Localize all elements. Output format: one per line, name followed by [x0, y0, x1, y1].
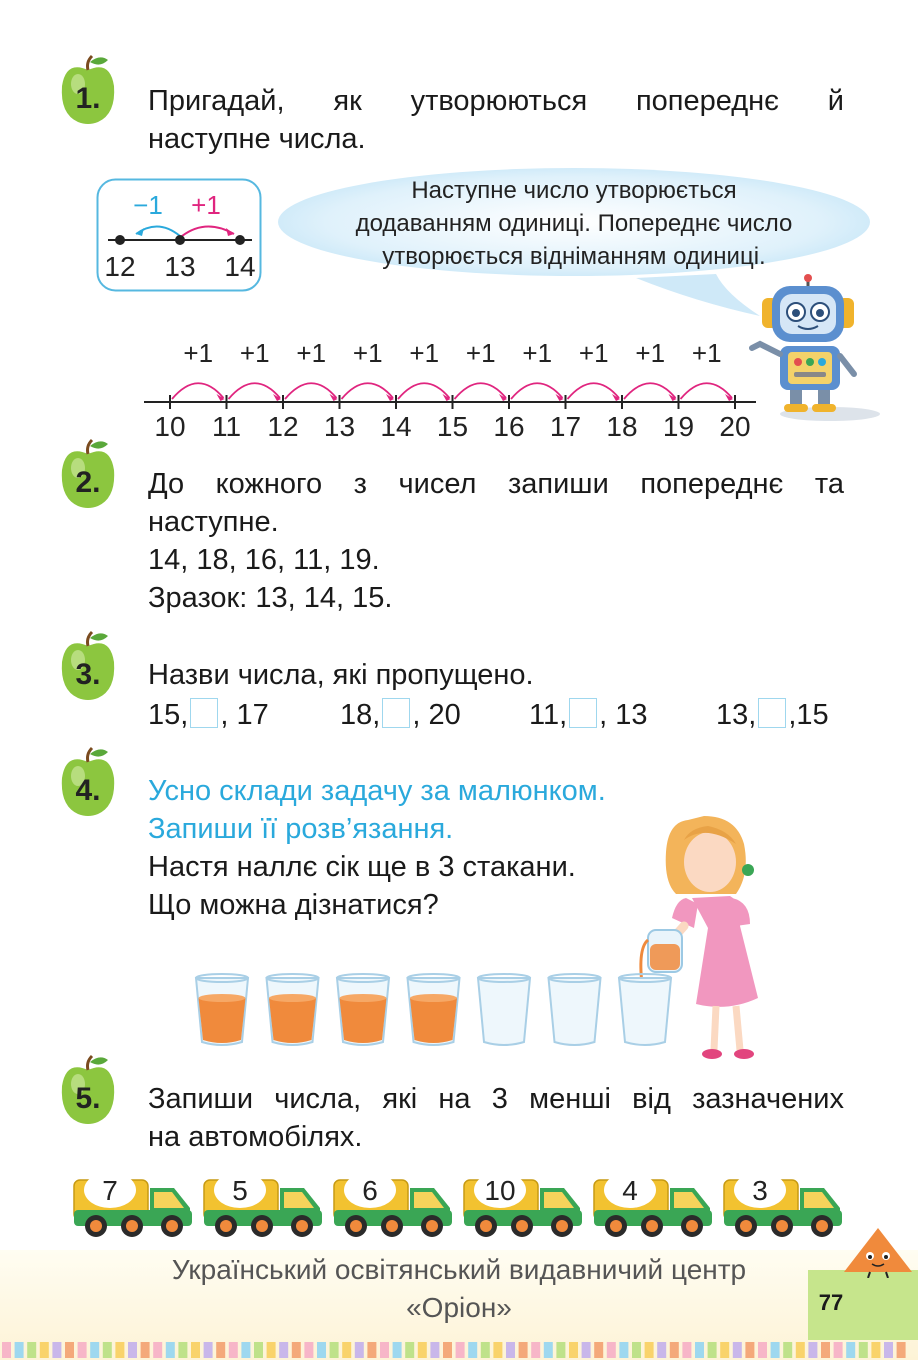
- truck-icon: [594, 1172, 712, 1237]
- task-3-sequences: [148, 696, 848, 734]
- sequence-4-end: ,15: [788, 699, 829, 731]
- task-2-line-3: 14, 18, 16, 11, 19.: [148, 544, 380, 576]
- number-label-10: 10: [154, 411, 186, 442]
- step-arrow-3: [285, 383, 337, 399]
- sequence-3-start: 11,: [529, 699, 568, 731]
- mini-label-0: 12: [104, 251, 136, 282]
- full-glass-icon: [337, 974, 389, 1045]
- empty-glass-icon: [478, 974, 530, 1045]
- truck-icon: [724, 1172, 842, 1237]
- step-label-5: +1: [409, 338, 440, 368]
- task-2-text: [148, 465, 844, 617]
- mini-number-line-card: [96, 178, 262, 292]
- truck-icon: [464, 1172, 582, 1237]
- sequence-1-start: 15,: [148, 699, 189, 731]
- sequence-1: [148, 696, 269, 734]
- number-label-16: 16: [493, 411, 525, 442]
- publisher-name-line-2: «Оріон»: [406, 1292, 512, 1323]
- step-label-8: +1: [578, 338, 609, 368]
- task-5-number: 5.: [75, 1082, 101, 1115]
- sequence-4-start: 13,: [716, 699, 757, 731]
- number-label-14: 14: [380, 411, 412, 442]
- step-arrow-6: [455, 383, 507, 399]
- publisher-name-line-1: Український освітянський видавничий центр: [171, 1254, 747, 1285]
- number-line-svg: [140, 336, 760, 446]
- step-label-3: +1: [296, 338, 327, 368]
- bubble-line-2: додаванням одиниці. Попереднє число: [355, 210, 793, 237]
- task-1-line-2: наступне числа.: [148, 123, 366, 155]
- full-glass-icon: [408, 974, 460, 1045]
- task-3-apple-icon: [56, 630, 120, 702]
- task-2-line-4: Зразок: 13, 14, 15.: [148, 582, 393, 614]
- step-arrow-10: [681, 383, 733, 399]
- step-arrow-4: [342, 383, 394, 399]
- task-2-line-1: До кожного з чисел запиши попереднє та: [148, 468, 844, 500]
- number-label-11: 11: [211, 411, 242, 442]
- task-3-line-1: Назви числа, які пропущено.: [148, 659, 534, 691]
- number-label-19: 19: [662, 411, 695, 442]
- task-4-line-1: Усно склади задачу за малюнком.: [148, 775, 606, 807]
- full-glass-icon: [267, 974, 319, 1045]
- step-label-1: +1: [183, 338, 214, 368]
- task-2-apple-icon: [56, 438, 120, 510]
- page-number: 77: [808, 1276, 854, 1330]
- robot-icon: [746, 274, 886, 424]
- mini-label-2: 14: [224, 251, 256, 282]
- task-4-line-2: Запиши її розв’язання.: [148, 813, 454, 845]
- task-1-text: [148, 82, 844, 158]
- sequence-2: [340, 696, 461, 734]
- missing-number-box-4[interactable]: [758, 698, 786, 728]
- truck-number-5: 4: [622, 1175, 638, 1206]
- mini-minus-label: −1: [133, 190, 163, 220]
- task-4-apple-icon: [56, 746, 120, 818]
- task-5-line-1: Запиши числа, які на 3 менші від зазначених: [148, 1083, 844, 1115]
- step-label-2: +1: [239, 338, 270, 368]
- step-label-9: +1: [635, 338, 666, 368]
- missing-number-box-3[interactable]: [569, 698, 597, 728]
- truck-number-4: 10: [484, 1175, 516, 1206]
- sequence-2-end: , 20: [412, 699, 461, 731]
- task-2-line-2: наступне.: [148, 506, 279, 538]
- step-arrow-8: [568, 383, 620, 399]
- number-label-18: 18: [606, 411, 638, 442]
- sequence-1-end: , 17: [220, 699, 269, 731]
- step-arrow-7: [511, 383, 563, 399]
- task-4-text: [148, 772, 668, 924]
- truck-number-3: 6: [362, 1175, 378, 1206]
- bubble-line-3: утворюється відніманням одиниці.: [382, 243, 766, 270]
- step-arrow-5: [398, 383, 450, 399]
- number-label-17: 17: [549, 411, 582, 442]
- task-1-line-1: Пригадай, як утворюються попереднє й: [148, 85, 844, 117]
- step-label-4: +1: [352, 338, 383, 368]
- task-3-number: 3.: [75, 658, 101, 691]
- step-arrow-9: [624, 383, 676, 399]
- glasses-row: [192, 972, 692, 1050]
- task-3-text: [148, 656, 844, 694]
- sequence-2-start: 18,: [340, 699, 381, 731]
- number-line-10-20: [140, 336, 760, 446]
- truck-icon: [334, 1172, 452, 1237]
- number-label-12: 12: [267, 411, 299, 442]
- trucks-row: [70, 1170, 850, 1242]
- step-label-6: +1: [465, 338, 496, 368]
- truck-number-1: 7: [102, 1175, 118, 1206]
- sequence-3: [529, 696, 648, 734]
- robot-illustration: [746, 274, 886, 424]
- bubble-line-1: Наступне число утворюється: [411, 177, 737, 204]
- missing-number-box-1[interactable]: [190, 698, 218, 728]
- number-label-20: 20: [719, 411, 751, 442]
- task-2-number: 2.: [75, 466, 101, 499]
- mini-label-1: 13: [164, 251, 196, 282]
- truck-number-6: 3: [752, 1175, 768, 1206]
- task-5-apple-icon: [56, 1054, 120, 1126]
- missing-number-box-2[interactable]: [382, 698, 410, 728]
- mini-number-line: [96, 178, 262, 292]
- task-5-text: [148, 1080, 844, 1156]
- trucks-svg: [70, 1170, 850, 1242]
- sequence-3-end: , 13: [599, 699, 648, 731]
- task-4-line-4: Що можна дізнатися?: [148, 889, 439, 921]
- step-label-10: +1: [691, 338, 722, 368]
- empty-glass-icon: [619, 974, 671, 1045]
- task-1-number: 1.: [75, 82, 101, 115]
- step-arrow-1: [172, 383, 224, 399]
- number-label-15: 15: [436, 411, 469, 442]
- truck-icon: [74, 1172, 192, 1237]
- full-glass-icon: [196, 974, 248, 1045]
- task-4-number: 4.: [75, 774, 101, 807]
- sequence-4: [716, 696, 829, 734]
- task-1-apple-icon: [56, 54, 120, 126]
- truck-number-2: 5: [232, 1175, 248, 1206]
- number-label-13: 13: [323, 411, 356, 442]
- empty-glass-icon: [549, 974, 601, 1045]
- glasses-svg: [192, 972, 692, 1050]
- step-label-7: +1: [522, 338, 553, 368]
- step-arrow-2: [229, 383, 281, 399]
- mini-plus-label: +1: [191, 190, 221, 220]
- task-4-line-3: Настя наллє сік ще в 3 стакани.: [148, 851, 576, 883]
- truck-icon: [204, 1172, 322, 1237]
- task-5-line-2: на автомобілях.: [148, 1121, 363, 1153]
